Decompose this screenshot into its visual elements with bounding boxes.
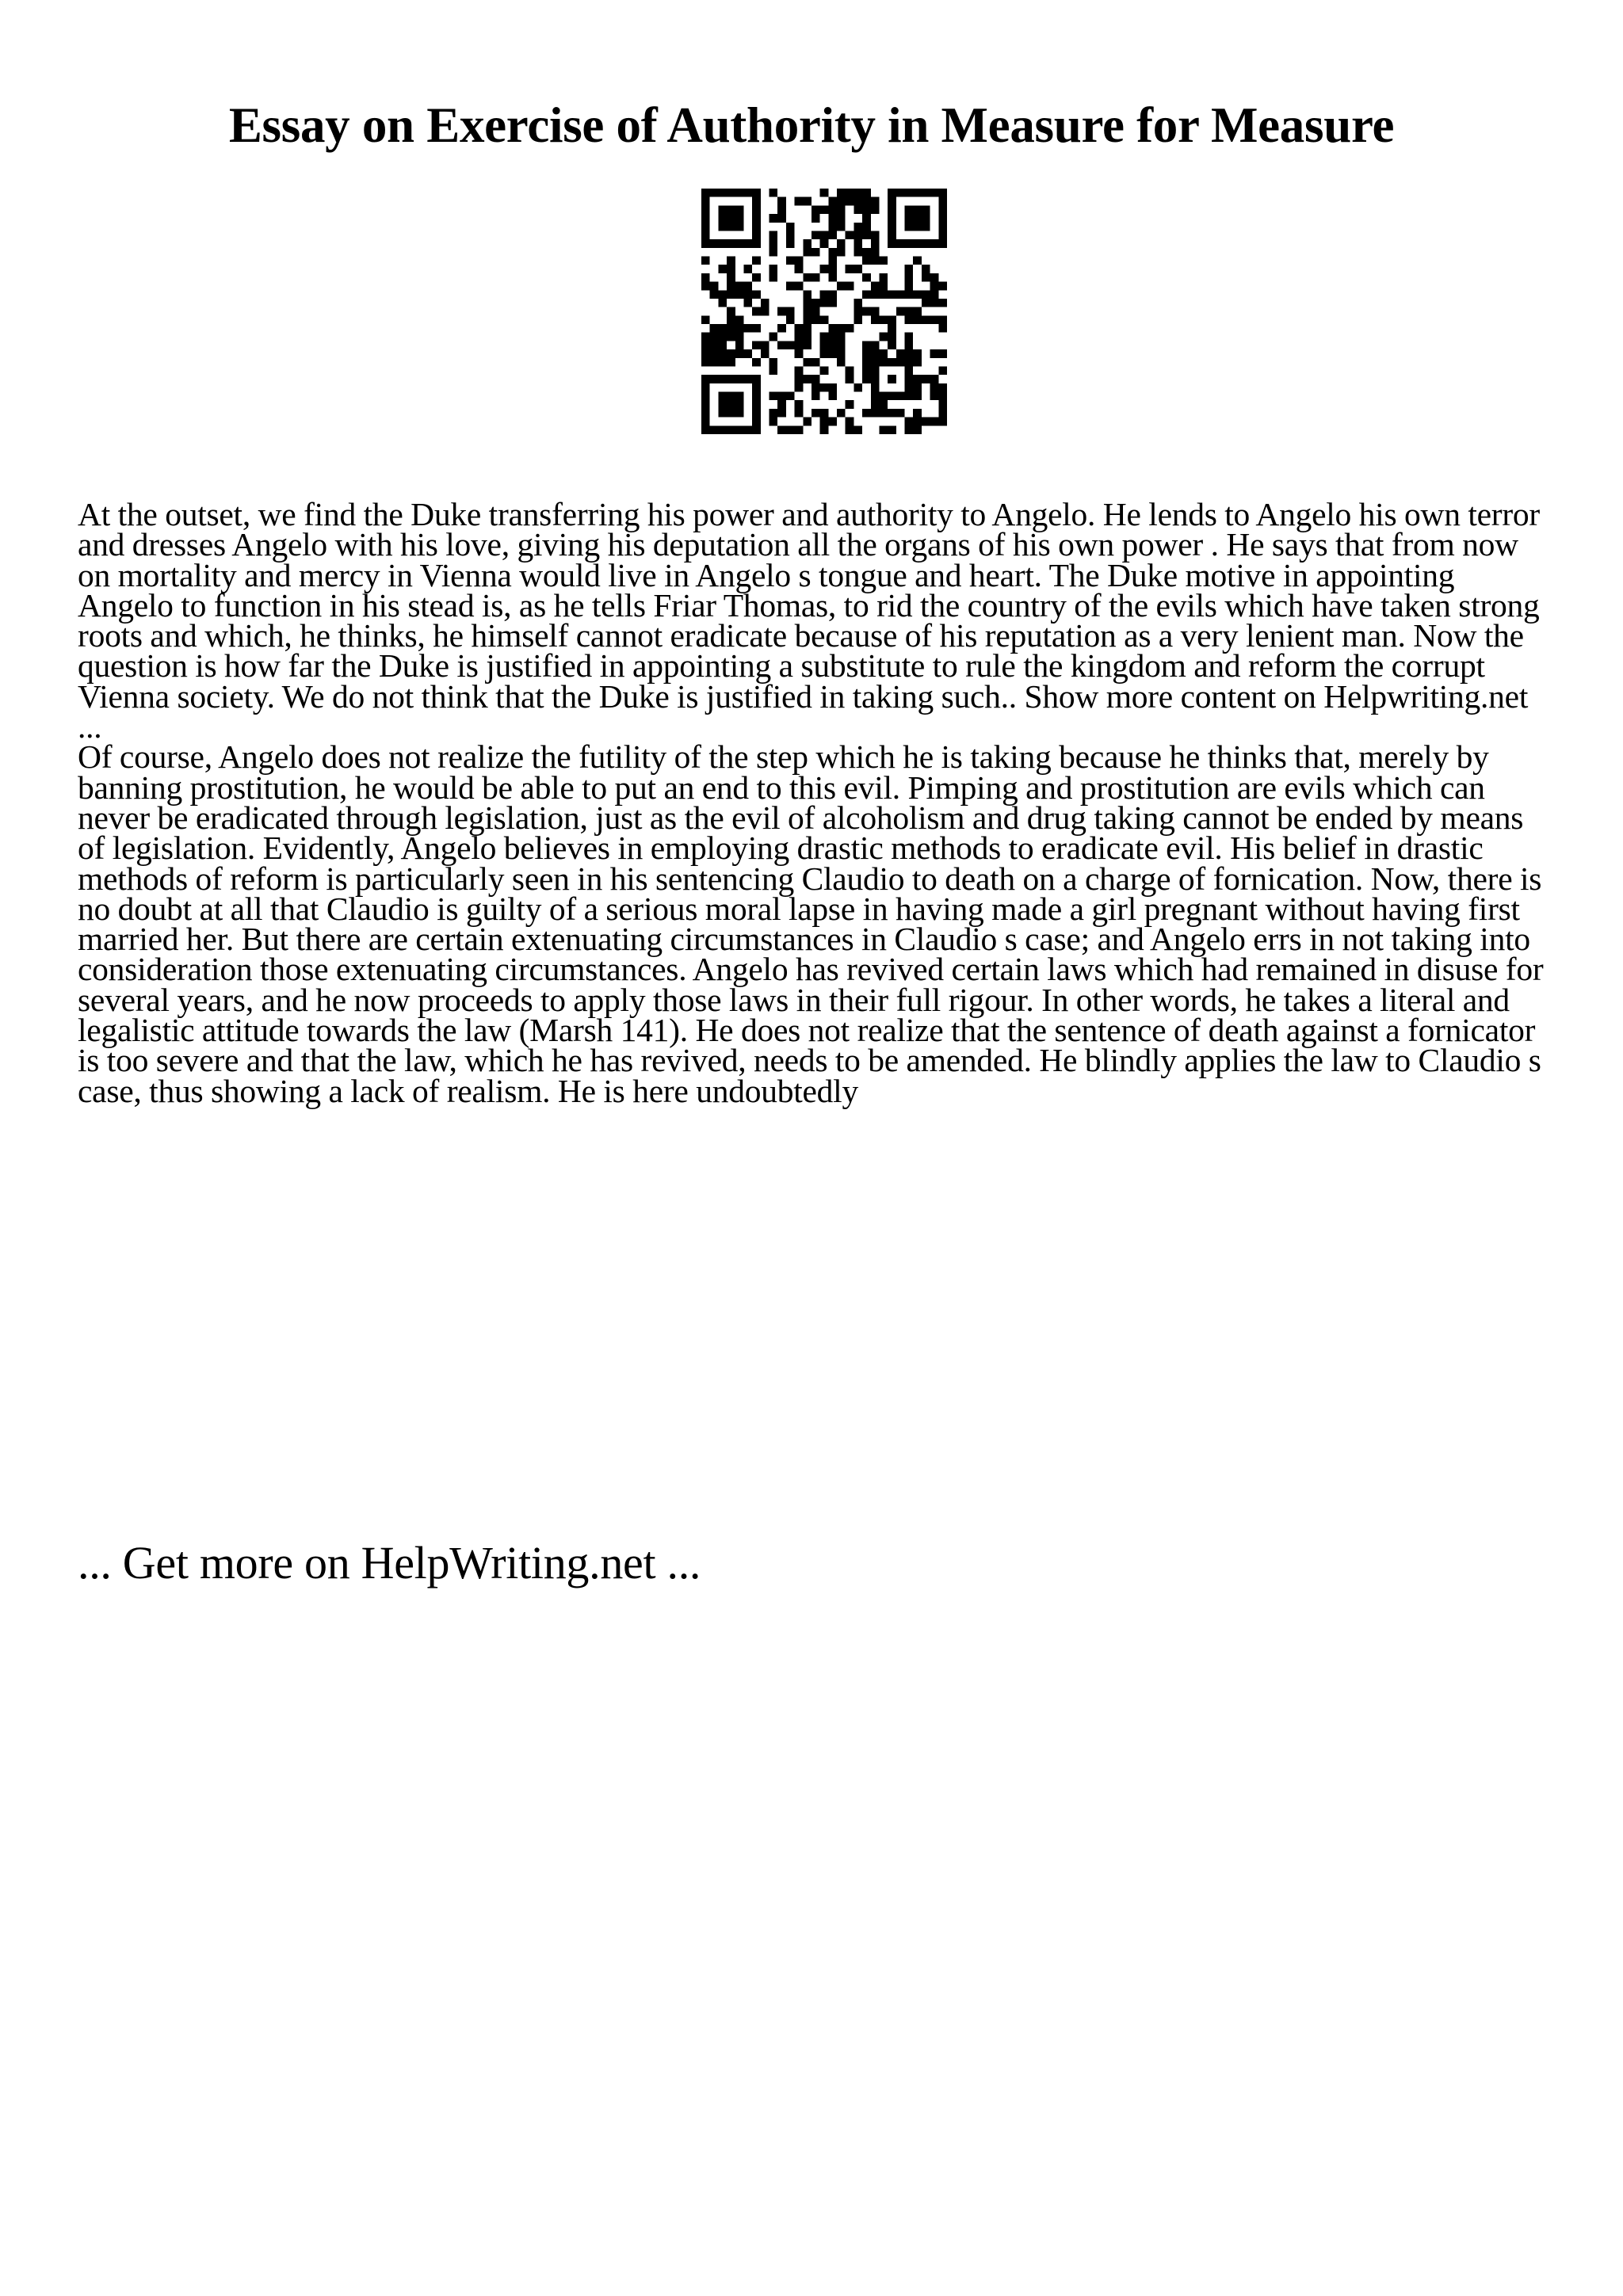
essay-paragraph-2: Of course, Angelo does not realize the futility of the step which he is taking because he thinks that, merely by banning prostitution, he would be able to put an end to this evil. Pimping and prostitution are evils which can never be eradicated through legislation, just as the evil of alcoholism and drug taking cannot be ended by means of legislation. Evidently, Angelo believes in employing drastic methods to eradicate evil. His belief in drastic methods of reform is particularly seen in his sentencing Claudio to death on a charge of fornication. Now, there is no doubt at all that Claudio is guilty of a serious moral lapse in having made a girl pregnant without having first married her. But there are certain extenuating circumstances in Claudio s case; and Angelo errs in not taking into consideration those extenuating circumstances. Angelo has revived certain laws which had remained in disuse for several years, and he now proceeds to apply those laws in their full rigour. In other words, he takes a literal and legalistic attitude towards the law (Marsh 141). He does not realize that the sentence of death against a fornicator is too severe and that the law, which he has revived, needs to be amended. He blindly applies the law to Claudio s case, thus showing a lack of realism. He is here undoubtedly bbox=[78, 738, 1544, 1109]
essay-body bbox=[78, 496, 1552, 1109]
get-more-link[interactable]: ... Get more on HelpWriting.net ... bbox=[78, 1537, 701, 1589]
document-title: Essay on Exercise of Authority in Measure for Measure bbox=[228, 97, 1395, 153]
essay-paragraph-1: At the outset, we find the Duke transferring his power and authority to Angelo. He lends to Angelo his own terror and dresses Angelo with his love, giving his deputation all the organs of his own power . He says that from now on mortality and mercy in Vienna would live in Angelo s tongue and heart. The Duke motive in appointing Angelo to function in his stead is, as he tells Friar Thomas, to rid the country of the evils which have taken strong roots and which, he thinks, he himself cannot eradicate because of his reputation as a very lenient man. Now the question is how far the Duke is justified in appointing a substitute to rule the kingdom and reform the corrupt Vienna society. We do not think that the Duke is justified in taking such.. Show more content on Helpwriting.net ... bbox=[78, 496, 1540, 746]
qr-code-icon bbox=[701, 189, 947, 434]
